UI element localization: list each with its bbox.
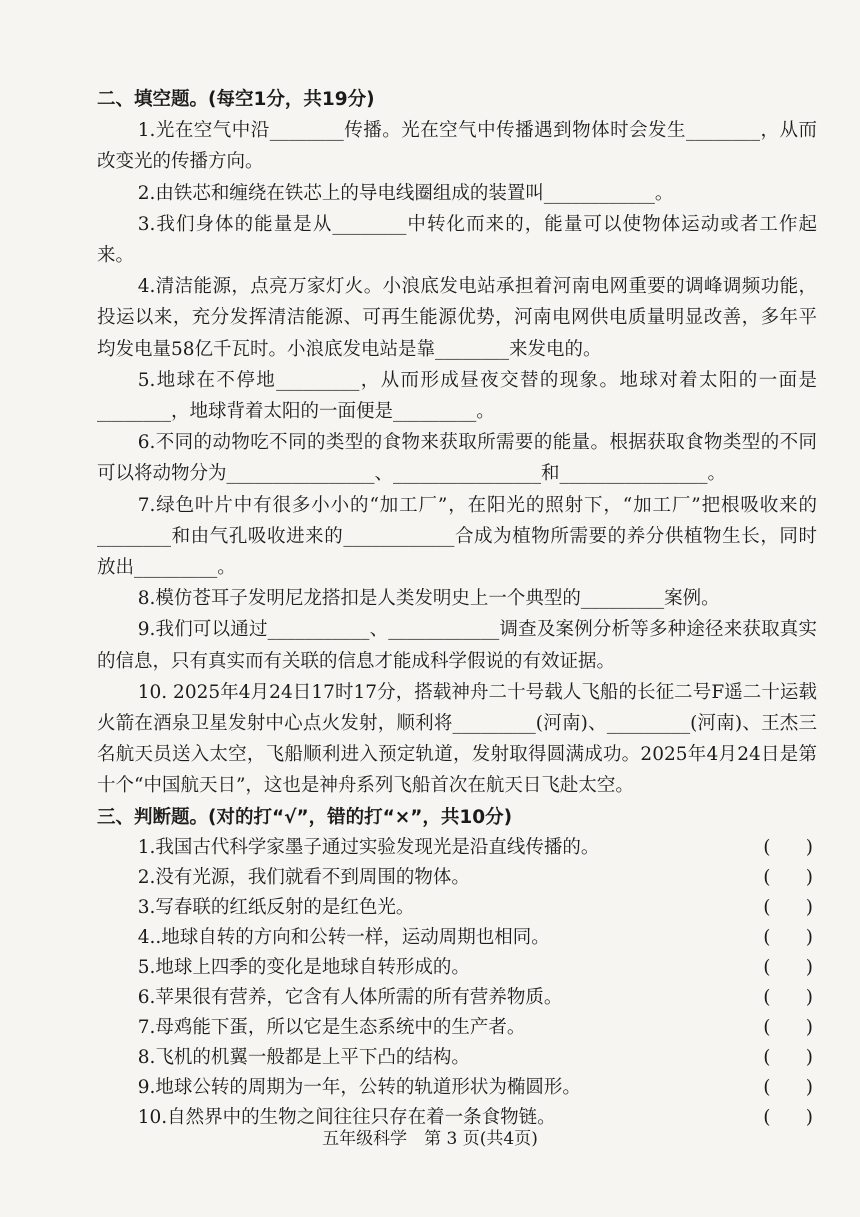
judge-question-text: 4..地球自转的方向和公转一样，运动周期也相同。: [137, 926, 550, 948]
answer-paren: ( ): [763, 1046, 813, 1068]
answer-paren: ( ): [763, 836, 813, 858]
page-content: [97, 84, 817, 1133]
fill-question-3: 3.我们身体的能量是从________中转化而来的，能量可以使物体运动或者工作起来。: [97, 213, 817, 267]
fill-question-9: 9.我们可以通过___________、____________调查及案例分析等多种途径来获取真实的信息，只有真实而有关联的信息才能成科学假说的有效证据。: [97, 619, 817, 672]
judge-question-6: [97, 983, 817, 1013]
fill-question-7: 7.绿色叶片中有很多小小的“加工厂”，在阳光的照射下，“加工厂”把根吸收来的________和由气孔吸收进来的____________合成为植物所需要的养分供植物生长，同时放出_________。: [97, 494, 817, 579]
page-footer: 五年级科学 第 3 页(共4页): [322, 1129, 538, 1149]
judge-question-text: 1.我国古代科学家墨子通过实验发现光是沿直线传播的。: [137, 836, 600, 858]
fill-in-section-heading: 二、填空题。(每空1分，共19分): [97, 89, 375, 110]
judge-question-7: [97, 1013, 817, 1043]
fill-question-1: 1.光在空气中沿________传播。光在空气中传播遇到物体时会发生________，从而改变光的传播方向。: [97, 120, 817, 173]
judge-question-8: [97, 1043, 817, 1073]
fill-question-6: 6.不同的动物吃不同的类型的食物来获取所需要的能量。根据获取食物类型的不同可以将动物分为________________、________________和________________。: [97, 432, 817, 485]
answer-paren: ( ): [763, 1016, 813, 1038]
judge-question-text: 3.写春联的红纸反射的是红色光。: [137, 896, 415, 918]
judge-question-text: 7.母鸡能下蛋，所以它是生态系统中的生产者。: [137, 1016, 526, 1038]
judge-question-3: [97, 893, 817, 923]
answer-paren: ( ): [763, 956, 813, 978]
judge-question-text: 10.自然界中的生物之间往往只存在着一条食物链。: [137, 1106, 556, 1128]
judge-question-text: 5.地球上四季的变化是地球自转形成的。: [137, 956, 470, 978]
judge-question-5: [97, 953, 817, 983]
answer-paren: ( ): [763, 866, 813, 888]
answer-paren: ( ): [763, 926, 813, 948]
fill-question-8: 8.模仿苍耳子发明尼龙搭扣是人类发明史上一个典型的_________案例。: [137, 588, 720, 610]
judge-question-text: 2.没有光源，我们就看不到周围的物体。: [137, 866, 470, 888]
judge-question-4: [97, 923, 817, 953]
judge-question-1: [97, 833, 817, 863]
fill-question-2: 2.由铁芯和缠绕在铁芯上的导电线圈组成的装置叫____________。: [137, 182, 674, 204]
judge-section-heading: 三、判断题。(对的打“√”，错的打“×”，共10分): [97, 806, 513, 828]
fill-question-4: 4.清洁能源，点亮万家灯火。小浪底发电站承担着河南电网重要的调峰调频功能，投运以来，充分发挥清洁能源、可再生能源优势，河南电网供电质量明显改善，多年平均发电量58亿千瓦时。小浪底发电站是靠________来发电的。: [97, 276, 817, 360]
fill-question-10: 10. 2025年4月24日17时17分，搭载神舟二十号载人飞船的长征二号F遥二十运载火箭在酒泉卫星发射中心点火发射，顺利将_________(河南)、_________(河南)、王杰三名航天员送入太空，飞船顺利进入预定轨道，发射取得圆满成功。2025年4月24日是第十个“中国航天日”，这也是神舟系列飞船首次在航天日飞赴太空。: [97, 681, 817, 797]
judge-question-text: 6.苹果很有营养，它含有人体所需的所有营养物质。: [137, 986, 563, 1008]
answer-paren: ( ): [763, 986, 813, 1008]
answer-paren: ( ): [763, 896, 813, 918]
answer-paren: ( ): [763, 1076, 813, 1098]
answer-paren: ( ): [763, 1106, 813, 1128]
judge-question-9: [97, 1073, 817, 1103]
judge-question-2: [97, 863, 817, 893]
judge-question-text: 9.地球公转的周期为一年，公转的轨道形状为椭圆形。: [137, 1076, 581, 1098]
judge-question-text: 8.飞机的机翼一般都是上平下凸的结构。: [137, 1046, 470, 1068]
fill-question-5: 5.地球在不停地_________，从而形成昼夜交替的现象。地球对着太阳的一面是________，地球背着太阳的一面便是_________。: [97, 369, 817, 423]
